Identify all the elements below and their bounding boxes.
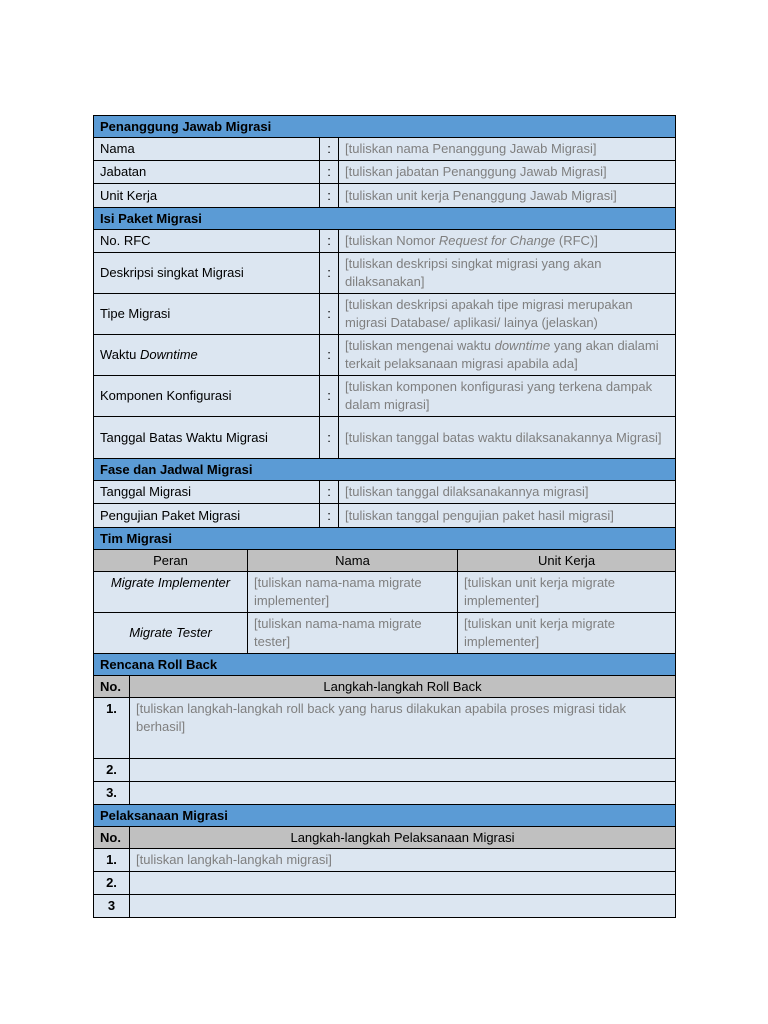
row-nama (94, 138, 676, 161)
rollback-header-row (94, 676, 676, 698)
section-title: Pelaksanaan Migrasi (94, 805, 676, 827)
unit-cell[interactable]: [tuliskan unit kerja migrate implementer] (458, 613, 676, 654)
colon: : (320, 335, 339, 376)
colon: : (320, 184, 339, 208)
field-value[interactable]: [tuliskan unit kerja Penanggung Jawab Migrasi] (339, 184, 676, 208)
section-header-tim-migrasi (94, 528, 676, 550)
row-pengujian (94, 504, 676, 528)
step-cell[interactable] (130, 759, 676, 782)
colon: : (320, 230, 339, 253)
colon: : (320, 161, 339, 184)
section-title: Fase dan Jadwal Migrasi (94, 459, 676, 481)
section-title: Penanggung Jawab Migrasi (94, 116, 676, 138)
col-header-langkah: Langkah-langkah Pelaksanaan Migrasi (130, 827, 676, 849)
field-label: Komponen Konfigurasi (94, 376, 320, 417)
colon: : (320, 504, 339, 528)
row-number: 1. (94, 698, 130, 759)
row-number: 1. (94, 849, 130, 872)
colon: : (320, 294, 339, 335)
colon: : (320, 138, 339, 161)
value-part: [tuliskan mengenai waktu (345, 338, 495, 353)
migration-form (93, 115, 675, 918)
rollback-row-3 (94, 782, 676, 805)
value-part: [tuliskan Nomor (345, 233, 439, 248)
colon: : (320, 481, 339, 504)
field-value[interactable] (339, 335, 676, 376)
row-deskripsi (94, 253, 676, 294)
tim-header-row (94, 550, 676, 572)
row-no-rfc (94, 230, 676, 253)
field-label: Nama (94, 138, 320, 161)
section-title: Isi Paket Migrasi (94, 208, 676, 230)
row-jabatan (94, 161, 676, 184)
step-cell[interactable] (130, 895, 676, 918)
tim-row-implementer (94, 572, 676, 613)
rollback-row-2 (94, 759, 676, 782)
row-tanggal-migrasi (94, 481, 676, 504)
field-label: Jabatan (94, 161, 320, 184)
col-header-unit-kerja: Unit Kerja (458, 550, 676, 572)
colon: : (320, 417, 339, 459)
value-part: (RFC)] (555, 233, 598, 248)
step-cell[interactable]: [tuliskan langkah-langkah roll back yang harus dilakukan apabila proses migrasi tidak berhasil] (130, 698, 676, 759)
nama-cell[interactable]: [tuliskan nama-nama migrate implementer] (248, 572, 458, 613)
pelaksanaan-row-3 (94, 895, 676, 918)
field-label: Deskripsi singkat Migrasi (94, 253, 320, 294)
colon: : (320, 376, 339, 417)
field-value[interactable]: [tuliskan tanggal pengujian paket hasil migrasi] (339, 504, 676, 528)
row-number: 3 (94, 895, 130, 918)
section-title: Rencana Roll Back (94, 654, 676, 676)
field-label (94, 335, 320, 376)
section-header-isi-paket (94, 208, 676, 230)
field-value[interactable]: [tuliskan tanggal batas waktu dilaksanakannya Migrasi] (339, 417, 676, 459)
field-label: Pengujian Paket Migrasi (94, 504, 320, 528)
row-tanggal-batas (94, 417, 676, 459)
unit-cell[interactable]: [tuliskan unit kerja migrate implementer] (458, 572, 676, 613)
label-part-italic: Downtime (139, 347, 198, 362)
step-cell[interactable] (130, 872, 676, 895)
section-header-penanggung-jawab (94, 116, 676, 138)
row-tipe (94, 294, 676, 335)
row-komponen (94, 376, 676, 417)
row-number: 3. (94, 782, 130, 805)
value-part-italic: downtime (494, 338, 551, 353)
field-label: No. RFC (94, 230, 320, 253)
field-label: Unit Kerja (94, 184, 320, 208)
field-value[interactable] (339, 230, 676, 253)
field-value[interactable]: [tuliskan deskripsi singkat migrasi yang akan dilaksanakan] (339, 253, 676, 294)
field-value[interactable]: [tuliskan jabatan Penanggung Jawab Migrasi] (339, 161, 676, 184)
step-cell[interactable]: [tuliskan langkah-langkah migrasi] (130, 849, 676, 872)
field-label: Tanggal Batas Waktu Migrasi (94, 417, 320, 459)
row-waktu-downtime (94, 335, 676, 376)
value-part-italic: Request for Change (438, 233, 556, 248)
section-header-rollback (94, 654, 676, 676)
field-value[interactable]: [tuliskan komponen konfigurasi yang terkena dampak dalam migrasi] (339, 376, 676, 417)
col-header-langkah: Langkah-langkah Roll Back (130, 676, 676, 698)
nama-cell[interactable]: [tuliskan nama-nama migrate tester] (248, 613, 458, 654)
tim-row-tester (94, 613, 676, 654)
tim-migrasi-table (93, 527, 676, 654)
field-value[interactable]: [tuliskan nama Penanggung Jawab Migrasi] (339, 138, 676, 161)
section-header-fase-jadwal (94, 459, 676, 481)
step-cell[interactable] (130, 782, 676, 805)
pelaksanaan-row-1 (94, 849, 676, 872)
pelaksanaan-header-row (94, 827, 676, 849)
row-number: 2. (94, 759, 130, 782)
field-label: Tipe Migrasi (94, 294, 320, 335)
col-header-no: No. (94, 827, 130, 849)
col-header-peran: Peran (94, 550, 248, 572)
rollback-table (93, 653, 676, 805)
pelaksanaan-table (93, 804, 676, 918)
label-part: Waktu (100, 347, 140, 362)
field-value[interactable]: [tuliskan tanggal dilaksanakannya migrasi] (339, 481, 676, 504)
value-part: yang akan dialami terkait pelaksanaan migrasi apabila ada] (345, 338, 659, 371)
peran-cell: Migrate Implementer (94, 572, 248, 613)
pelaksanaan-row-2 (94, 872, 676, 895)
field-value[interactable]: [tuliskan deskripsi apakah tipe migrasi merupakan migrasi Database/ aplikasi/ lainya (jelaskan) (339, 294, 676, 335)
row-number: 2. (94, 872, 130, 895)
row-unit-kerja (94, 184, 676, 208)
col-header-no: No. (94, 676, 130, 698)
rollback-row-1 (94, 698, 676, 759)
col-header-nama: Nama (248, 550, 458, 572)
section-header-pelaksanaan (94, 805, 676, 827)
form-table-main (93, 115, 676, 528)
colon: : (320, 253, 339, 294)
peran-cell: Migrate Tester (94, 613, 248, 654)
field-label: Tanggal Migrasi (94, 481, 320, 504)
section-title: Tim Migrasi (94, 528, 676, 550)
